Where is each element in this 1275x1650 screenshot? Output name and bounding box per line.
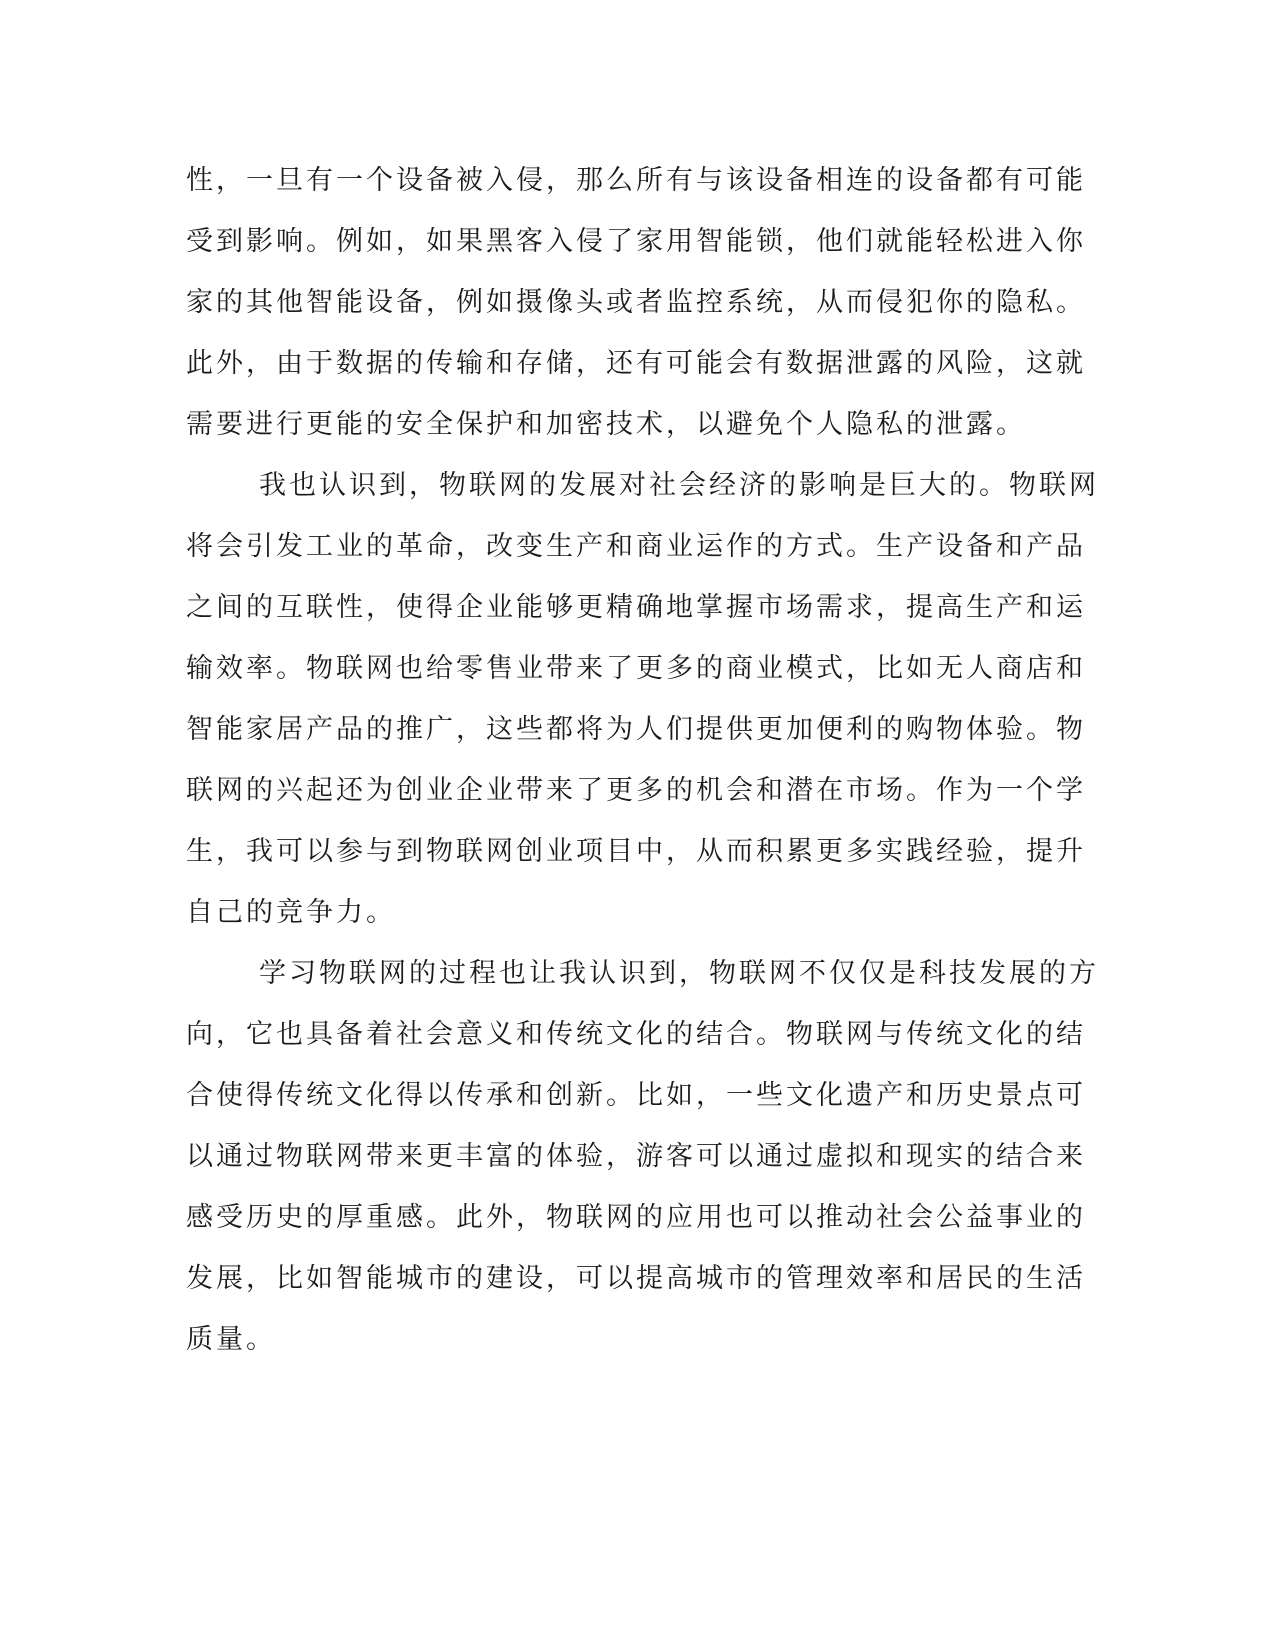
text-line-indented: 我也认识到，物联网的发展对社会经济的影响是巨大的。物联网: [259, 470, 1099, 501]
paragraph-1: [186, 159, 1086, 464]
text-line-indented: 学习物联网的过程也让我认识到，物联网不仅仅是科技发展的方: [259, 958, 1099, 989]
text-line: 感受历史的厚重感。此外，物联网的应用也可以推动社会公益事业的: [186, 1202, 1086, 1233]
text-line: 受到影响。例如，如果黑客入侵了家用智能锁，他们就能轻松进入你: [186, 226, 1086, 257]
text-line: 此外，由于数据的传输和存储，还有可能会有数据泄露的风险，这就: [186, 348, 1086, 379]
text-line: 家的其他智能设备，例如摄像头或者监控系统，从而侵犯你的隐私。: [186, 287, 1086, 318]
text-line: 发展，比如智能城市的建设，可以提高城市的管理效率和居民的生活: [186, 1263, 1086, 1294]
text-line: 联网的兴起还为创业企业带来了更多的机会和潜在市场。作为一个学: [186, 775, 1086, 806]
text-line: 输效率。物联网也给零售业带来了更多的商业模式，比如无人商店和: [186, 653, 1086, 684]
text-line: 自己的竞争力。: [186, 897, 396, 928]
text-line: 将会引发工业的革命，改变生产和商业运作的方式。生产设备和产品: [186, 531, 1086, 562]
paragraph-3: [186, 952, 1099, 1379]
text-line: 智能家居产品的推广，这些都将为人们提供更加便利的购物体验。物: [186, 714, 1086, 745]
text-line: 性，一旦有一个设备被入侵，那么所有与该设备相连的设备都有可能: [186, 165, 1086, 196]
text-line: 向，它也具备着社会意义和传统文化的结合。物联网与传统文化的结: [186, 1019, 1086, 1050]
text-line: 需要进行更能的安全保护和加密技术，以避免个人隐私的泄露。: [186, 409, 1026, 440]
body-text: [186, 159, 1099, 1379]
paragraph-2: [186, 464, 1099, 952]
text-line: 合使得传统文化得以传承和创新。比如，一些文化遗产和历史景点可: [186, 1080, 1086, 1111]
text-line: 以通过物联网带来更丰富的体验，游客可以通过虚拟和现实的结合来: [186, 1141, 1086, 1172]
text-line: 质量。: [186, 1324, 276, 1355]
text-line: 之间的互联性，使得企业能够更精确地掌握市场需求，提高生产和运: [186, 592, 1086, 623]
text-line: 生，我可以参与到物联网创业项目中，从而积累更多实践经验，提升: [186, 836, 1086, 867]
